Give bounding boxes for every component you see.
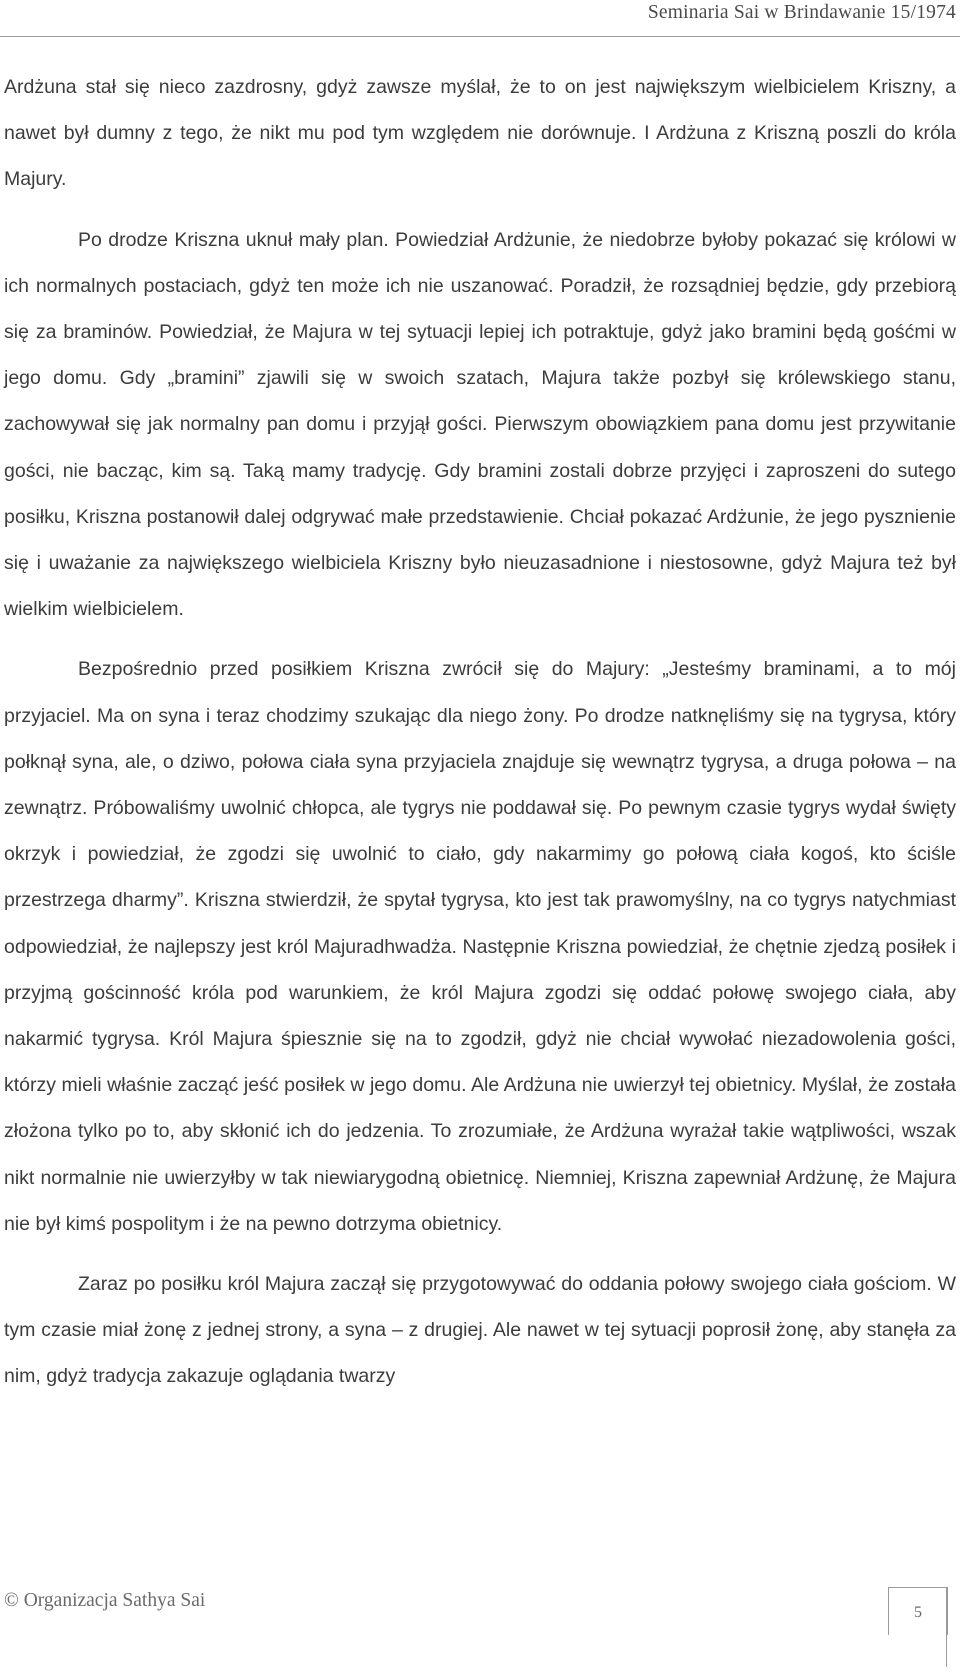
page-number: 5: [914, 1604, 922, 1621]
page-number-box-edge: [946, 1587, 947, 1667]
paragraph-4: Zaraz po posiłku król Majura zaczął się przygotowywać do oddania połowy swojego ciała gościom. W tym czasie miał żonę z jednej strony, a syna – z drugiej. Ale nawet w tej sytuacji poprosił żonę, aby stanęła za nim, gdyż tradycja zakazuje oglądania twarzy: [4, 1273, 956, 1388]
paragraph-3: Bezpośrednio przed posiłkiem Kriszna zwrócił się do Majury: „Jesteśmy braminami, a to mój przyjaciel. Ma on syna i teraz chodzimy szukając dla niego żony. Po drodze natknęliśmy się na tygrysa, który połknął syna, ale, o dziwo, połowa ciała syna przyjaciela znajduje się wewnątrz tygrysa, a druga połowa – na zewnątrz. Próbowaliśmy uwolnić chłopca, ale tygrys nie poddawał się. Po pewnym czasie tygrys wydał święty okrzyk i powiedział, że zgodzi się uwolnić to ciało, gdy nakarmimy go połową ciała kogoś, kto ściśle przestrzega dharmy”. Kriszna stwierdził, że spytał tygrysa, kto jest tak prawomyślny, na co tygrys natychmiast odpowiedział, że najlepszy jest król Majuradhwadża. Następnie Kriszna powiedział, że chętnie zjedzą posiłek i przyjmą gościnność króla pod warunkiem, że król Majura zgodzi się oddać połowę swojego ciała, aby nakarmić tygrysa. Król Majura śpiesznie się na to zgodził, gdyż nie chciał wywołać niezadowolenia gości, którzy mieli właśnie zacząć jeść posiłek w jego domu. Ale Ardżuna nie uwierzył tej obietnicy. Myślał, że została złożona tylko po to, aby skłonić ich do jedzenia. To zrozumiałe, że Ardżuna wyrażał takie wątpliwości, wszak nikt normalnie nie uwierzyłby w tak niewiarygodną obietnicę. Niemniej, Kriszna zapewniał Ardżunę, że Majura nie był kimś pospolitym i że na pewno dotrzyma obietnicy.: [4, 658, 956, 1235]
paragraph-2: Po drodze Kriszna uknuł mały plan. Powiedział Ardżunie, że niedobrze byłoby pokazać się królowi w ich normalnych postaciach, gdyż ten może ich nie uszanować. Poradził, że rozsądniej będzie, gdy przebiorą się za braminów. Powiedział, że Majura w tej sytuacji lepiej ich potraktuje, gdyż jako bramini będą gośćmi w jego domu. Gdy „bramini” zjawili się w swoich szatach, Majura także pozbył się królewskiego stanu, zachowywał się jak normalny pan domu i przyjął gości. Pierwszym obowiązkiem pana domu jest przywitanie gości, nie bacząc, kim są. Taką mamy tradycję. Gdy bramini zostali dobrze przyjęci i zaproszeni do sutego posiłku, Kriszna postanowił dalej odgrywać małe przedstawienie. Chciał pokazać Ardżunie, że jego pysznienie się i uważanie za największego wielbiciela Kriszny było nieuzasadnione i niestosowne, gdyż Majura też był wielkim wielbicielem.: [4, 228, 956, 621]
page-footer: [0, 1570, 960, 1672]
page-header: [0, 0, 960, 46]
copyright-notice: © Organizacja Sathya Sai: [4, 1590, 206, 1611]
body-text: [4, 64, 956, 1400]
header-title: Seminaria Sai w Brindawanie 15/1974: [647, 2, 956, 23]
paragraph-1: Ardżuna stał się nieco zazdrosny, gdyż zawsze myślał, że to on jest największym wielbicielem Kriszny, a nawet był dumny z tego, że nikt mu pod tym względem nie dorównuje. I Ardżuna z Kriszną poszli do króla Majury.: [4, 76, 956, 191]
page-number-box: [888, 1587, 948, 1635]
header-divider: [0, 36, 960, 37]
